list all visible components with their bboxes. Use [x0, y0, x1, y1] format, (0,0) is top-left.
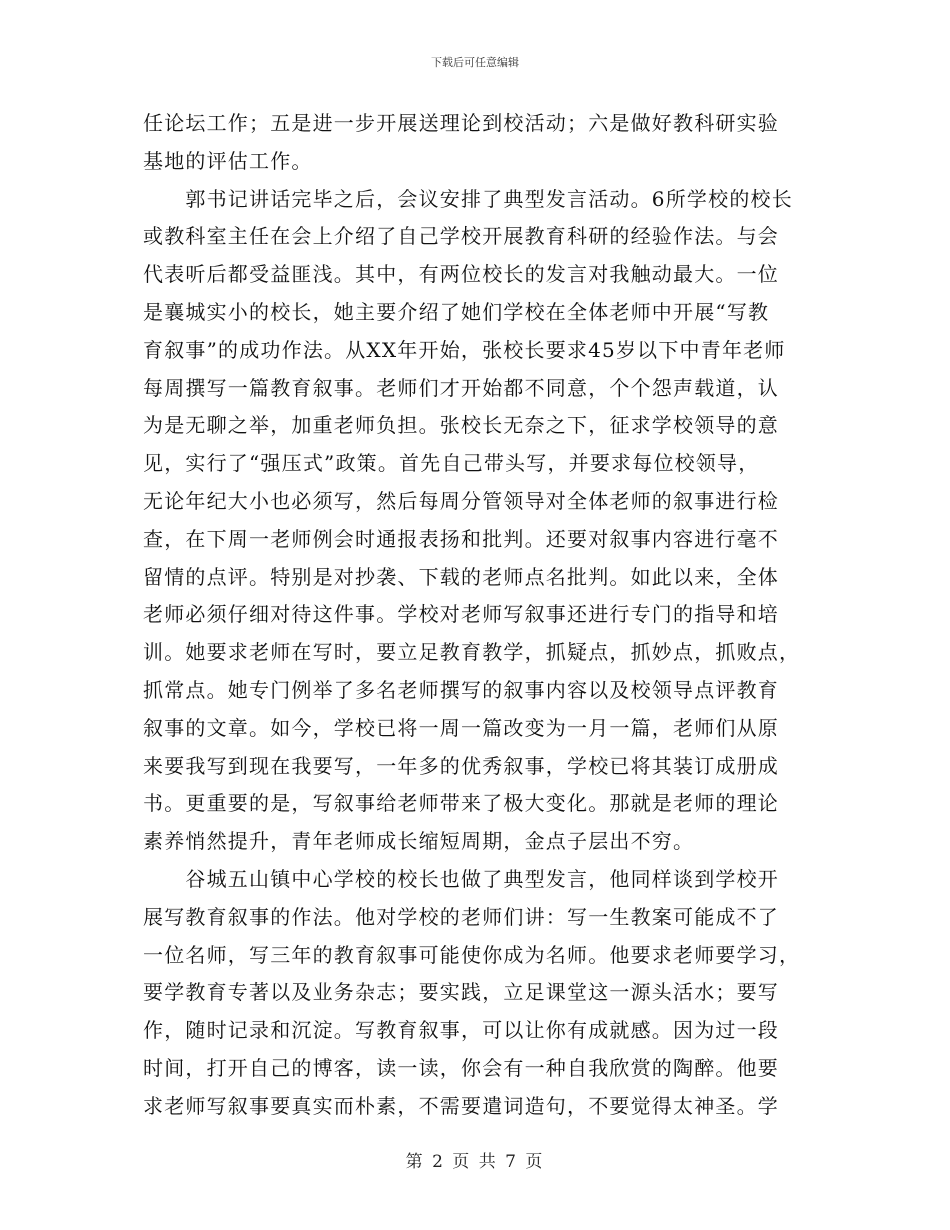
text-line: 基地的评估工作。 [143, 148, 313, 173]
text-line: 展写教育叙事的作法。他对学校的老师们讲：写一生教案可能成不了 [143, 904, 779, 929]
text-line: 见，实行了“强压式”政策。首先自己带头写，并要求每位校领导， [143, 451, 760, 476]
text-line: 是襄城实小的校长，她主要介绍了她们学校在全体老师中开展“写教 [143, 299, 770, 324]
text-line: 每周撰写一篇教育叙事。老师们才开始都不同意，个个怨声载道，认 [143, 375, 779, 400]
text-line: 或教科室主任在会上介绍了自己学校开展教育科研的经验作法。与会 [143, 224, 779, 249]
text-line: 任论坛工作；五是进一步开展送理论到校活动；六是做好教科研实验 [143, 111, 779, 135]
text-line: 育叙事”的成功作法。从XX年开始，张校长要求45岁以下中青年老师 [143, 337, 786, 362]
body-text [143, 105, 813, 1126]
text-line: 来要我写到现在我要写，一年多的优秀叙事，学校已将其装订成册成 [143, 753, 779, 778]
text-line: 求老师写叙事要真实而朴素，不需要遣词造句，不要觉得太神圣。学 [143, 1093, 779, 1118]
text-line: 代表听后都受益匪浅。其中，有两位校长的发言对我触动最大。一位 [143, 262, 779, 287]
page-footer: 第 2 页 共 7 页 [405, 1152, 545, 1172]
text-line: 书。更重要的是，写叙事给老师带来了极大变化。那就是老师的理论 [143, 791, 779, 816]
text-line: 无论年纪大小也必须写，然后每周分管领导对全体老师的叙事进行检 [143, 488, 779, 513]
page-header: 下载后可任意编辑 [431, 56, 519, 69]
text-line: 抓常点。她专门例举了多名老师撰写的叙事内容以及校领导点评教育 [143, 677, 779, 702]
text-line: 叙事的文章。如今，学校已将一周一篇改变为一月一篇，老师们从原 [143, 715, 779, 740]
text-line: 谷城五山镇中心学校的校长也做了典型发言，他同样谈到学校开 [143, 866, 779, 891]
text-line: 查，在下周一老师例会时通报表扬和批判。还要对叙事内容进行毫不 [143, 526, 779, 551]
text-line: 老师必须仔细对待这件事。学校对老师写叙事还进行专门的指导和培 [143, 602, 779, 627]
text-line: 作，随时记录和沉淀。写教育叙事，可以让你有成就感。因为过一段 [143, 1018, 779, 1043]
text-line: 素养悄然提升，青年老师成长缩短周期，金点子层出不穷。 [143, 829, 695, 854]
text-line: 留情的点评。特别是对抄袭、下载的老师点名批判。如此以来，全体 [143, 564, 779, 589]
text-line: 训。她要求老师在写时，要立足教育教学，抓疑点，抓妙点，抓败点， [143, 640, 801, 665]
text-line: 时间，打开自己的博客，读一读，你会有一种自我欣赏的陶醉。他要 [143, 1055, 779, 1080]
text-line: 郭书记讲话完毕之后，会议安排了典型发言活动。6所学校的校长 [143, 186, 793, 211]
text-line: 要学教育专著以及业务杂志；要实践，立足课堂这一源头活水；要写 [143, 980, 779, 1005]
text-line: 一位名师，写三年的教育叙事可能使你成为名师。他要求老师要学习， [143, 942, 801, 967]
text-line: 为是无聊之举，加重老师负担。张校长无奈之下，征求学校领导的意 [143, 413, 779, 438]
